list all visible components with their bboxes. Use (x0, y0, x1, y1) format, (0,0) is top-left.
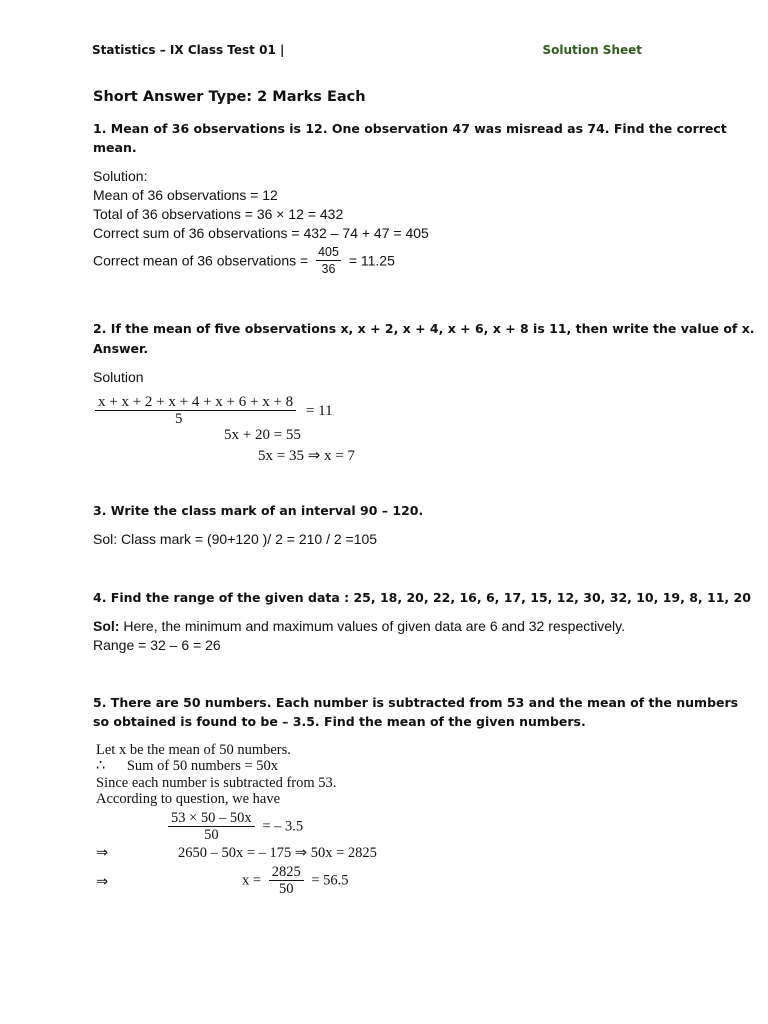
header-solution-sheet: Solution Sheet (542, 43, 642, 57)
q5-line1: Let x be the mean of 50 numbers. (96, 742, 291, 758)
q5-fraction-3-denominator: 50 (278, 881, 294, 897)
q2-equation-1-rhs: = 11 (305, 402, 333, 419)
q2-question-line2: Answer. (93, 341, 149, 356)
q1-mean-numerator: 405 (318, 245, 339, 259)
q1-mean-result: = 11.25 (348, 252, 395, 269)
q4-sol-text: Here, the minimum and maximum values of given data are 6 and 32 respectively. (119, 618, 625, 634)
q1-mean-label: Correct mean of 36 observations = (93, 252, 309, 269)
q5-question-line1: 5. There are 50 numbers. Each number is subtracted from 53 and the mean of the numbers (93, 695, 739, 710)
q5-question-line2: so obtained is found to be – 3.5. Find the mean of the given numbers. (93, 714, 586, 729)
q5-equation-3-lhs: x = (242, 872, 262, 889)
q1-solution-label: Solution: (93, 168, 148, 184)
q5-line2-text: Sum of 50 numbers = 50x (126, 758, 279, 774)
q1-mean-denominator: 36 (321, 262, 336, 276)
q5-equation-1 (164, 810, 303, 843)
q5-line3: Since each number is subtracted from 53. (96, 775, 337, 791)
q1-line-mean: Mean of 36 observations = 12 (93, 187, 278, 203)
q5-fraction-1 (168, 810, 255, 843)
q2-fraction-numerator: x + x + 2 + x + 4 + x + 6 + x + 8 (95, 394, 296, 411)
q1-question-line2: mean. (93, 140, 137, 155)
q5-line2 (96, 758, 278, 775)
q2-fraction (95, 394, 296, 427)
q1-question-line1: 1. Mean of 36 observations is 12. One observation 47 was misread as 74. Find the correct (93, 121, 727, 136)
q5-implies-1: ⇒ (96, 845, 109, 861)
q5-fraction-1-numerator: 53 × 50 – 50x (168, 810, 255, 827)
q1-line-total: Total of 36 observations = 36 × 12 = 432 (93, 206, 344, 222)
q1-correct-mean (93, 245, 395, 276)
q1-line-correct-sum: Correct sum of 36 observations = 432 – 74 + 47 = 405 (93, 225, 429, 241)
q1-mean-fraction (316, 245, 341, 276)
q5-equation-2: 2650 – 50x = – 175 ⇒ 50x = 2825 (178, 845, 377, 861)
q2-fraction-denominator: 5 (175, 411, 183, 427)
q5-fraction-3 (269, 864, 304, 897)
q3-question: 3. Write the class mark of an interval 90 – 120. (93, 503, 424, 518)
header-title: Statistics – IX Class Test 01 | (92, 43, 285, 57)
q2-equation-3: 5x = 35 ⇒ x = 7 (258, 448, 355, 464)
q4-question: 4. Find the range of the given data : 25, 18, 20, 22, 16, 6, 17, 15, 12, 30, 32, 10, 19, 8, 11, 20 (93, 590, 751, 605)
q3-solution: Sol: Class mark = (90+120 )/ 2 = 210 / 2 =105 (93, 531, 378, 547)
q5-fraction-3-numerator: 2825 (269, 864, 304, 881)
therefore-symbol: ∴ (96, 758, 106, 774)
q5-equation-3 (242, 864, 349, 897)
q4-solution (93, 617, 625, 636)
q4-range: Range = 32 – 6 = 26 (93, 637, 221, 653)
q5-equation-3-rhs: = 56.5 (311, 872, 349, 889)
q2-equation-2: 5x + 20 = 55 (224, 427, 301, 443)
q2-equation-1 (95, 394, 333, 427)
q5-implies-2: ⇒ (96, 874, 109, 890)
q2-solution-label: Solution (93, 369, 144, 385)
q2-question-line1: 2. If the mean of five observations x, x + 2, x + 4, x + 6, x + 8 is 11, then write the value of x. (93, 321, 755, 336)
section-title: Short Answer Type: 2 Marks Each (93, 89, 366, 105)
q5-fraction-1-denominator: 50 (204, 827, 219, 843)
q5-line4: According to question, we have (96, 791, 281, 807)
q4-sol-label: Sol: (93, 618, 120, 634)
q5-equation-1-rhs: = – 3.5 (262, 818, 304, 835)
